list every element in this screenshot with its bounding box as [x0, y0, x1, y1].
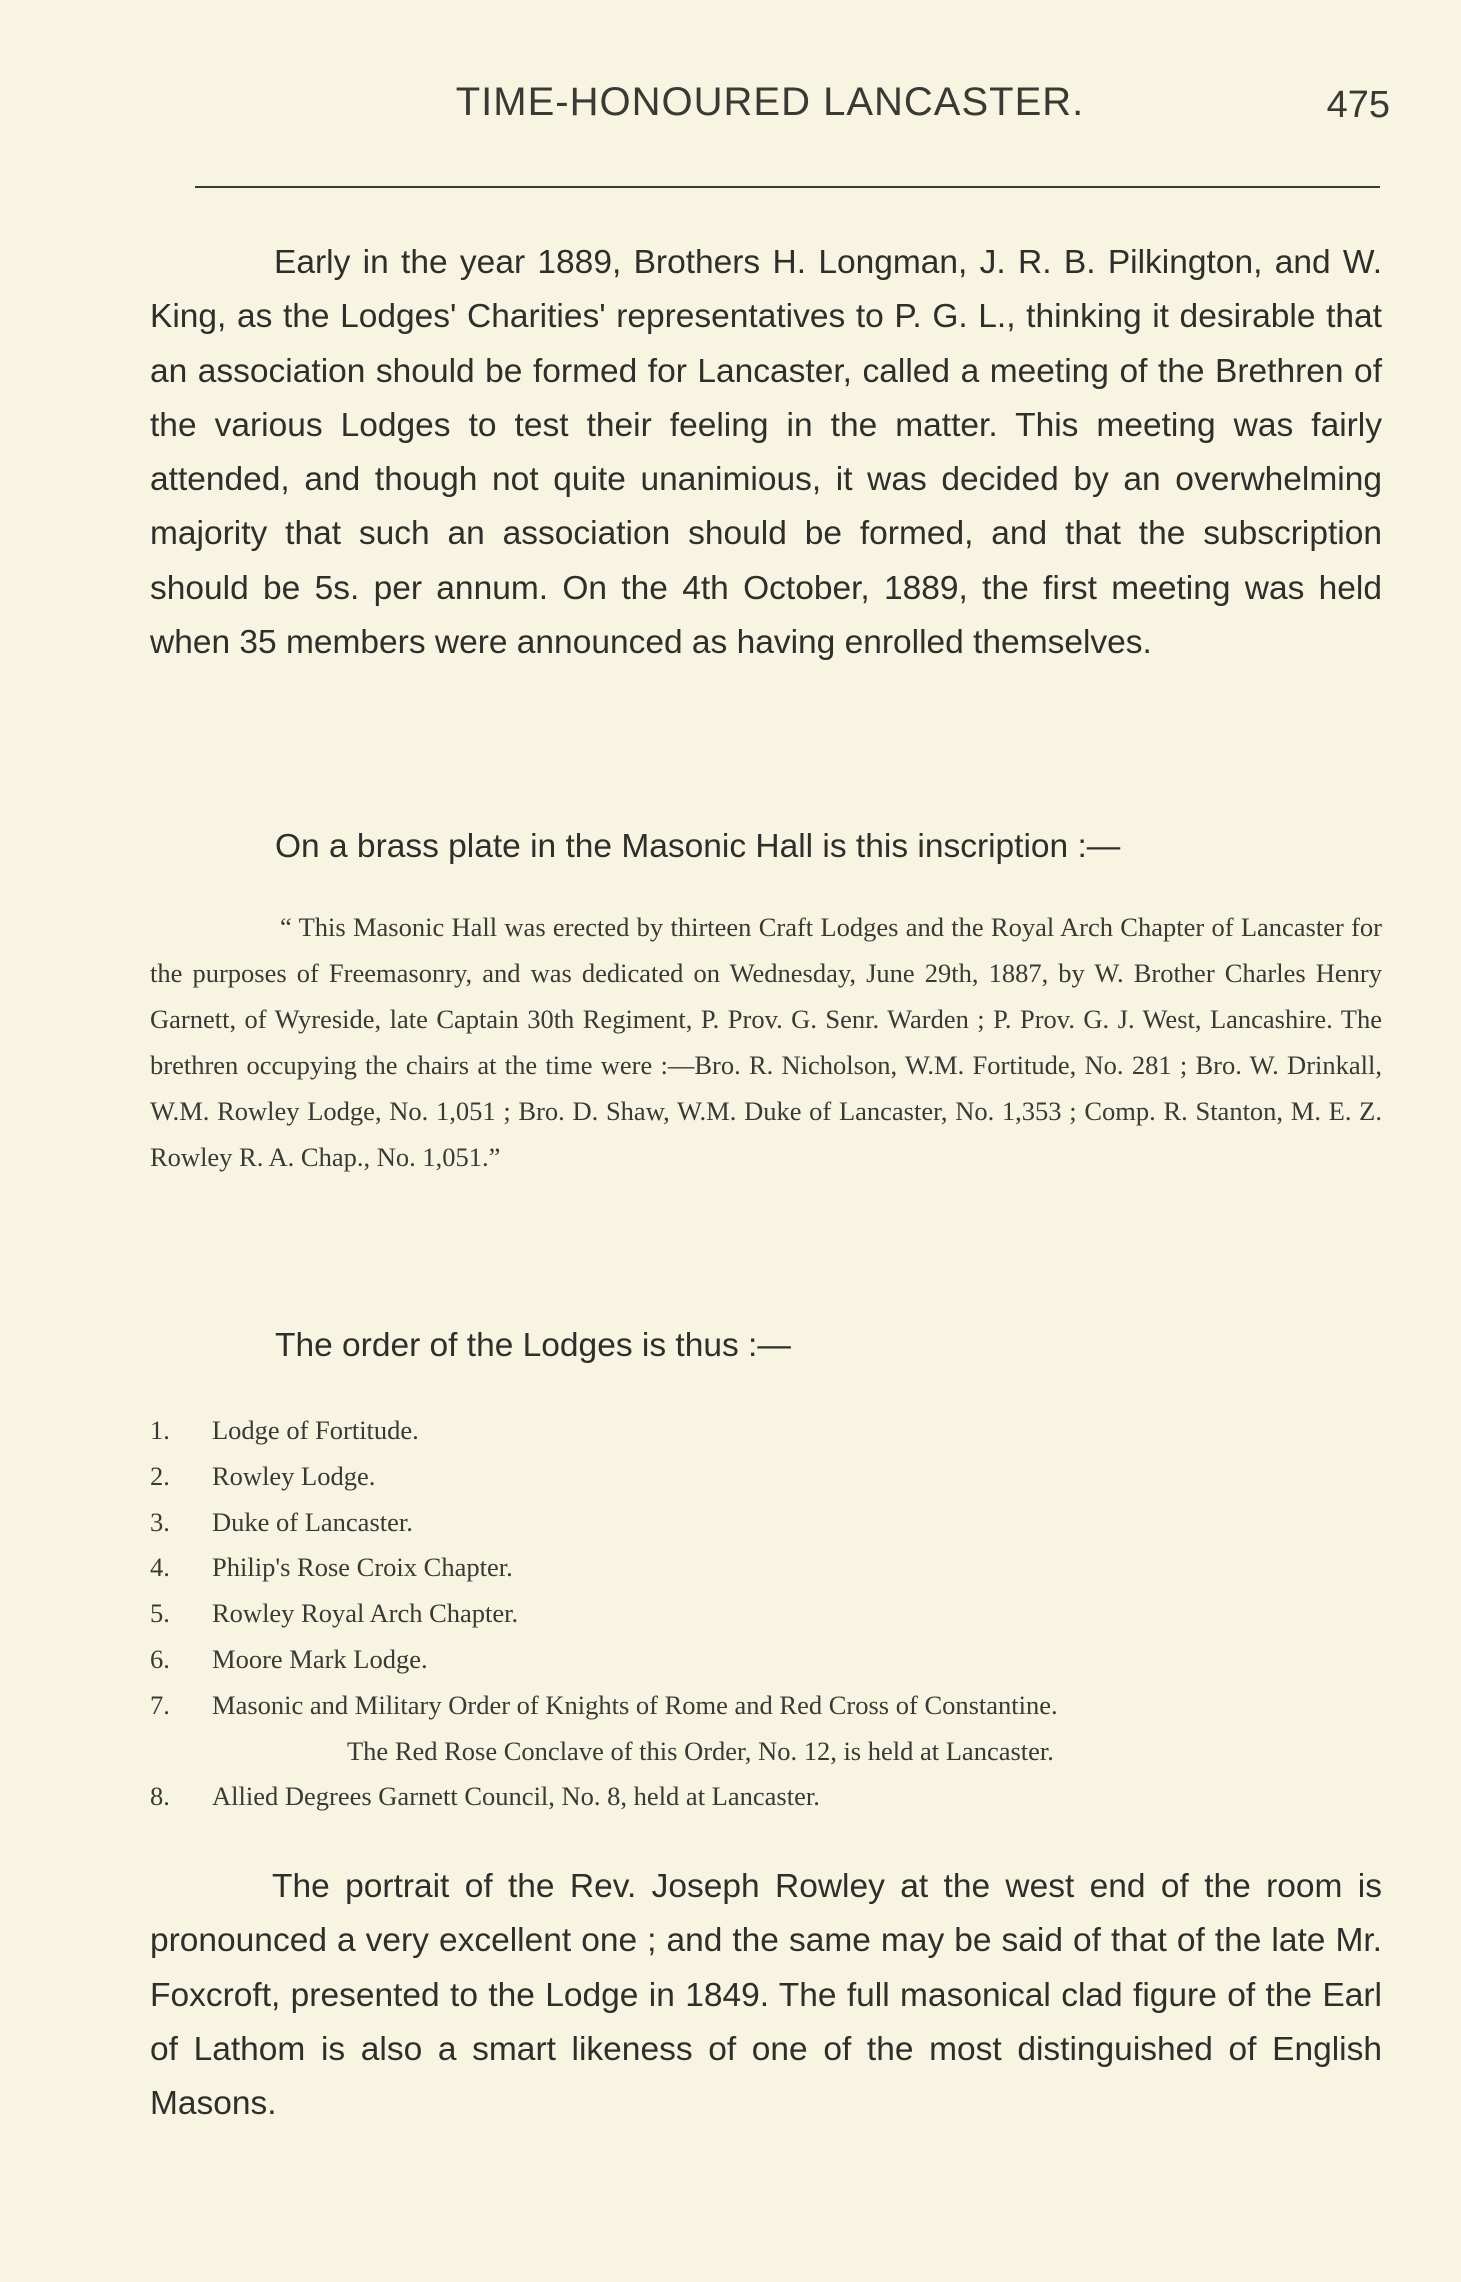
list-item-number: 7.	[150, 1689, 170, 1720]
list-item	[150, 1591, 1390, 1637]
paragraph-portraits	[150, 1860, 1382, 2131]
list-item-name: Philip's Rose Croix Chapter.	[212, 1552, 513, 1583]
list-item-number: 5.	[150, 1598, 170, 1629]
list-item-name: Moore Mark Lodge.	[212, 1643, 428, 1674]
list-item-number: 1.	[150, 1415, 170, 1445]
list-item-number: 8.	[150, 1781, 170, 1812]
list-item-name: The Red Rose Conclave of this Order, No. 12, is held at Lancaster.	[347, 1735, 1054, 1766]
header-rule	[195, 186, 1380, 188]
lodge-order-heading: The order of the Lodges is thus :—	[275, 1327, 791, 1364]
list-item-name: Allied Degrees Garnett Council, No. 8, held at Lancaster.	[212, 1781, 820, 1812]
list-item-name: Masonic and Military Order of Knights of Rome and Red Cross of Constantine.	[212, 1689, 1058, 1720]
list-item	[150, 1774, 1390, 1820]
paragraph-charities-association	[150, 236, 1382, 670]
list-item	[150, 1500, 1390, 1546]
list-item	[150, 1545, 1390, 1591]
brass-plate-inscription: “ This Masonic Hall was erected by thirteen Craft Lodges and the Royal Arch Chapter of Lancaster for the purposes of Freemasonry, and was dedicated on Wednesday, June 29th, 1887, by W. Brother Charles Henry Garnett, of Wyreside, late Captain 30th Regiment, P. Prov. G. Senr. Warden ; P. Prov. G. J. West, Lancashire. The brethren occupying the chairs at the time were :—Bro. R. Nicholson, W.M. Fortitude, No. 281 ; Bro. W. Drinkall, W.M. Rowley Lodge, No. 1,051 ; Bro. D. Shaw, W.M. Duke of Lancaster, No. 1,353 ; Comp. R. Stanton, M. E. Z. Rowley R. A. Chap., No. 1,051.”	[150, 912, 1382, 1173]
lodge-list	[150, 1408, 1390, 1820]
paragraph-text: The portrait of the Rev. Joseph Rowley at the west end of the room is pronounced a very excellent one ; and the same may be said of that of the late Mr. Foxcroft, presented to the Lodge in 1849. The full masonical clad figure of the Earl of Lathom is also a smart likeness of one of the most distinguished of English Masons.	[150, 1868, 1382, 2123]
list-item-name: Rowley Lodge.	[212, 1460, 376, 1491]
list-item-number: 4.	[150, 1552, 170, 1583]
page-number: 475	[1326, 84, 1390, 126]
list-item	[150, 1454, 1390, 1500]
list-item	[150, 1637, 1390, 1683]
list-item-name: Rowley Royal Arch Chapter.	[212, 1598, 519, 1629]
inscription-intro: On a brass plate in the Masonic Hall is this inscription :—	[275, 828, 1121, 865]
paragraph-text: Early in the year 1889, Brothers H. Longman, J. R. B. Pilkington, and W. King, as the Lodges' Charities' representatives to P. G. L., thinking it desirable that an association should be formed for Lancaster, called a meeting of the Brethren of the various Lodges to test their feeling in the matter. This meeting was fairly attended, and though not quite unanimious, it was decided by an overwhelming majority that such an association should be formed, and that the subscription should be 5s. per annum. On the 4th October, 1889, the first meeting was held when 35 members were announced as having enrolled themselves.	[150, 244, 1382, 662]
list-item-number: 2.	[150, 1460, 170, 1491]
list-item	[150, 1683, 1390, 1729]
list-item-number: 3.	[150, 1506, 170, 1537]
list-item-name: Lodge of Fortitude.	[212, 1415, 419, 1445]
list-item	[150, 1408, 1390, 1454]
list-item-number: 6.	[150, 1643, 170, 1674]
running-title: TIME-HONOURED LANCASTER.	[455, 80, 1085, 124]
list-item-name: Duke of Lancaster.	[212, 1506, 413, 1537]
list-item-continuation	[150, 1729, 1390, 1775]
running-head	[150, 80, 1390, 140]
